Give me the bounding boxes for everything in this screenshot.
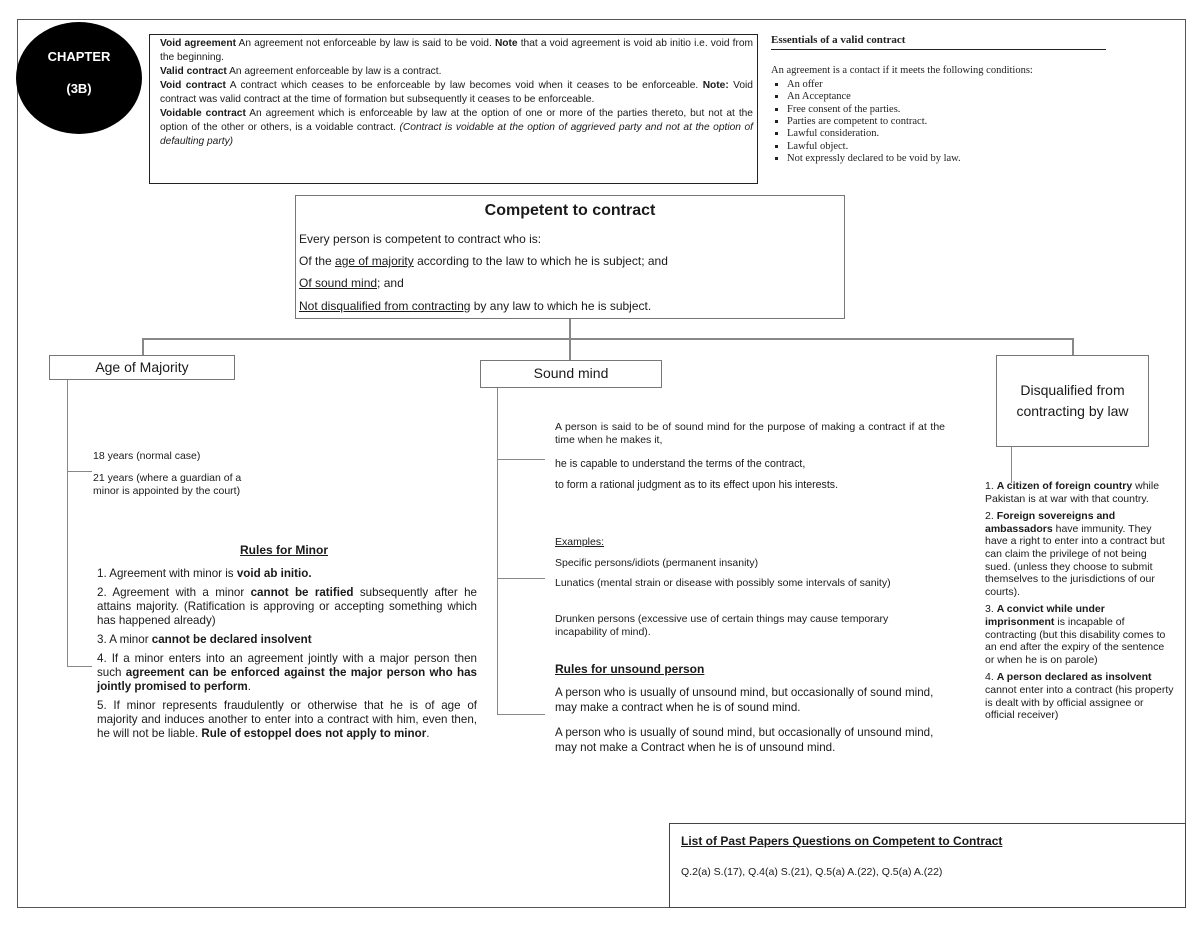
competent-line-4 xyxy=(299,299,651,313)
essentials-intro: An agreement is a contact if it meets the following conditions: xyxy=(771,65,1033,77)
minor-rule-2-tail: subsequently after he attains majority. (Ratification is approving or accepting something which has happened already) xyxy=(97,586,477,627)
disqualified-item-4-text: cannot enter into a contract (his property is dealt with by official assignee or official receiver) xyxy=(985,683,1174,722)
disqualified-item-4-number: 4. xyxy=(985,671,997,684)
valid-contract-definition xyxy=(160,65,753,79)
void-agreement-term: Void agreement xyxy=(160,38,236,49)
disqualified-item-1-bold: A citizen of foreign country xyxy=(996,480,1133,492)
void-agreement-text: An agreement not enforceable by law is said to be void. xyxy=(235,38,495,49)
rules-for-minor-list xyxy=(97,567,477,746)
unsound-rules-title: Rules for unsound person xyxy=(555,662,705,676)
past-papers-questions: Q.2(a) S.(17), Q.4(a) S.(21), Q.5(a) A.(22), Q.5(a) A.(22) xyxy=(681,866,943,878)
essentials-item: ▪ Free consent of the parties. xyxy=(787,104,1106,116)
chapter-label: CHAPTER xyxy=(47,49,111,64)
disqualified-item-4 xyxy=(985,671,1175,721)
sound-mind-term: Of sound mind xyxy=(299,276,378,290)
rules-for-minor-title: Rules for Minor xyxy=(240,543,329,557)
connector-bar xyxy=(142,338,1074,340)
sound-branch-tick-1 xyxy=(497,459,545,460)
minor-rule-1-bold: void ab initio. xyxy=(236,567,312,580)
minor-rule-4 xyxy=(97,652,477,694)
competent-line-2 xyxy=(299,254,668,268)
void-contract-note-text: Void contract was valid contract at the time of formation but subsequently it ceases to be enforceable. xyxy=(160,80,753,105)
minor-rule-2 xyxy=(97,586,477,628)
disqualified-branch-line xyxy=(1011,447,1012,483)
minor-rule-1 xyxy=(97,567,477,581)
sound-mind-condition-2: to form a rational judgment as to its effect upon his interests. xyxy=(555,479,839,491)
competent-line-2-pre: Of the xyxy=(299,254,336,268)
sound-mind-definition: A person is said to be of sound mind for the purpose of making a contract if at the time when he makes it, xyxy=(555,421,945,446)
essentials-item: ▪ An Acceptance xyxy=(787,91,1106,103)
voidable-contract-text: An agreement which is enforceable by law at the option of one or more of the parties thereto, but not at the option of the other or others, is a voidable contract. xyxy=(160,108,753,133)
minor-rule-5-bold: Rule of estoppel does not apply to minor xyxy=(201,727,427,740)
essentials-item: ▪ Lawful object. xyxy=(787,141,1106,153)
examples-title: Examples: xyxy=(555,536,605,548)
disqualified-list xyxy=(985,480,1175,727)
not-disqualified-term: Not disqualified from contracting xyxy=(299,299,471,313)
disqualified-item-2 xyxy=(985,510,1175,598)
minor-rule-2-bold: cannot be ratified xyxy=(250,586,354,599)
age-branch-tick-1 xyxy=(67,471,92,472)
valid-contract-term: Valid contract xyxy=(160,66,227,77)
essentials-item: ▪ Parties are competent to contract. xyxy=(787,116,1106,128)
void-contract-definition xyxy=(160,79,753,107)
example-3: Drunken persons (excessive use of certain things may cause temporary incapability of mind). xyxy=(555,613,889,638)
voidable-contract-term: Voidable contract xyxy=(160,108,246,119)
void-agreement-note-text: that a void agreement is void ab initio i.e. void from the beginning. xyxy=(160,38,753,63)
void-contract-term: Void contract xyxy=(160,80,226,91)
age-guardian-2: minor is appointed by the court) xyxy=(93,485,241,497)
definitions-box xyxy=(149,34,758,184)
essentials-item: ▪ An offer xyxy=(787,79,1106,91)
past-papers-box xyxy=(669,823,1186,908)
sound-mind-condition-1: he is capable to understand the terms of the contract, xyxy=(555,458,806,470)
connector-stem xyxy=(569,319,571,339)
minor-rule-2-text: 2. Agreement with a minor xyxy=(97,586,251,599)
sound-branch-tick-3 xyxy=(497,714,545,715)
minor-rule-3 xyxy=(97,633,477,647)
minor-rule-3-bold: cannot be declared insolvent xyxy=(151,633,312,646)
voidable-contract-note: (Contract is voidable at the option of aggrieved party and not at the option of defaulting party) xyxy=(160,122,754,147)
disqualified-item-1-number: 1. xyxy=(985,480,997,492)
voidable-contract-definition xyxy=(160,107,753,149)
sound-branch-line xyxy=(497,388,498,715)
unsound-rule-1: A person who is usually of unsound mind, but occasionally of sound mind, may make a contract when he is of sound mind. xyxy=(555,686,934,714)
disqualified-item-1 xyxy=(985,480,1175,505)
connector-mid xyxy=(569,338,571,360)
competent-line-3-post: ; and xyxy=(377,276,404,290)
minor-rule-3-text: 3. A minor xyxy=(97,633,152,646)
disqualified-item-3-bold: A convict while under imprisonment xyxy=(985,603,1105,628)
essentials-list xyxy=(771,79,1106,166)
competent-line-3 xyxy=(299,276,404,290)
age-branch-line xyxy=(67,380,68,667)
chapter-badge xyxy=(16,22,142,134)
competent-line-1: Every person is competent to contract who is: xyxy=(299,232,542,246)
competent-line-4-post: by any law to which he is subject. xyxy=(470,299,652,313)
minor-rule-5-tail: . xyxy=(426,727,430,740)
essentials-title: Essentials of a valid contract xyxy=(771,34,1106,50)
disqualified-item-3-number: 3. xyxy=(985,603,997,616)
essentials-item: ▪ Not expressly declared to be void by law. xyxy=(787,153,1106,165)
void-agreement-definition xyxy=(160,37,753,65)
example-2: Lunatics (mental strain or disease with possibly some intervals of sanity) xyxy=(555,577,891,589)
minor-rule-1-text: 1. Agreement with minor is xyxy=(97,567,237,580)
minor-rule-4-text: 4. If a minor enters into an agreement jointly with a major person then such xyxy=(97,652,477,679)
chapter-code: (3B) xyxy=(66,81,92,96)
minor-rule-4-tail: . xyxy=(247,680,251,693)
disqualified-item-2-bold: Foreign sovereigns and ambassadors xyxy=(985,510,1116,535)
valid-contract-text: An agreement enforceable by law is a contract. xyxy=(226,66,442,77)
disqualified-heading-line-1: Disqualified from xyxy=(1020,382,1125,398)
past-papers-title: List of Past Papers Questions on Competent to Contract xyxy=(681,834,1003,848)
minor-rule-5 xyxy=(97,699,477,741)
essentials-item: ▪ Lawful consideration. xyxy=(787,128,1106,140)
disqualified-item-3 xyxy=(985,603,1175,666)
sound-mind-heading: Sound mind xyxy=(480,360,662,388)
disqualified-heading xyxy=(996,355,1149,447)
age-guardian-1: 21 years (where a guardian of a xyxy=(93,472,242,484)
competent-line-2-post: according to the law to which he is subject; and xyxy=(413,254,668,268)
age-of-majority-heading: Age of Majority xyxy=(49,355,235,380)
void-contract-note-label: Note: xyxy=(702,80,729,91)
connector-right xyxy=(1072,338,1074,356)
minor-rule-4-bold: agreement can be enforced against the major person who has jointly promised to perform xyxy=(97,666,477,693)
disqualified-item-1-text: while Pakistan is at war with that country. xyxy=(985,480,1160,505)
void-contract-text: A contract which ceases to be enforceable by law becomes void when it ceases to be enforceable. xyxy=(225,80,703,91)
disqualified-item-2-text: have immunity. They have a right to enter into a contract but can claim the privilege of not being sued. (unless they choose to submit themselves to the jurisdictions of our courts). xyxy=(985,522,1165,598)
essentials-section xyxy=(771,34,1106,166)
age-of-majority-term: age of majority xyxy=(335,254,414,268)
example-1: Specific persons/idiots (permanent insanity) xyxy=(555,557,759,569)
disqualified-item-2-number: 2. xyxy=(985,510,997,523)
disqualified-heading-line-2: contracting by law xyxy=(1016,403,1129,419)
disqualified-item-4-bold: A person declared as insolvent xyxy=(996,671,1152,684)
age-branch-tick-2 xyxy=(67,666,92,667)
unsound-rule-2: A person who is usually of sound mind, but occasionally of unsound mind, may not make a Contract when he is of unsound mind. xyxy=(555,726,934,754)
sound-branch-tick-2 xyxy=(497,578,545,579)
age-normal-case: 18 years (normal case) xyxy=(93,450,201,462)
void-agreement-note-label: Note xyxy=(494,38,518,49)
disqualified-item-3-text: is incapable of contracting (but this disability comes to an end after the expiry of the sentence or when he is on parole) xyxy=(985,615,1166,666)
competent-box xyxy=(295,195,845,319)
minor-rule-5-text: 5. If minor represents fraudulently or otherwise that he is of age of majority and induces another to enter into a contract with him, even then, he will not be liable. xyxy=(97,699,477,740)
competent-title: Competent to contract xyxy=(484,202,656,219)
